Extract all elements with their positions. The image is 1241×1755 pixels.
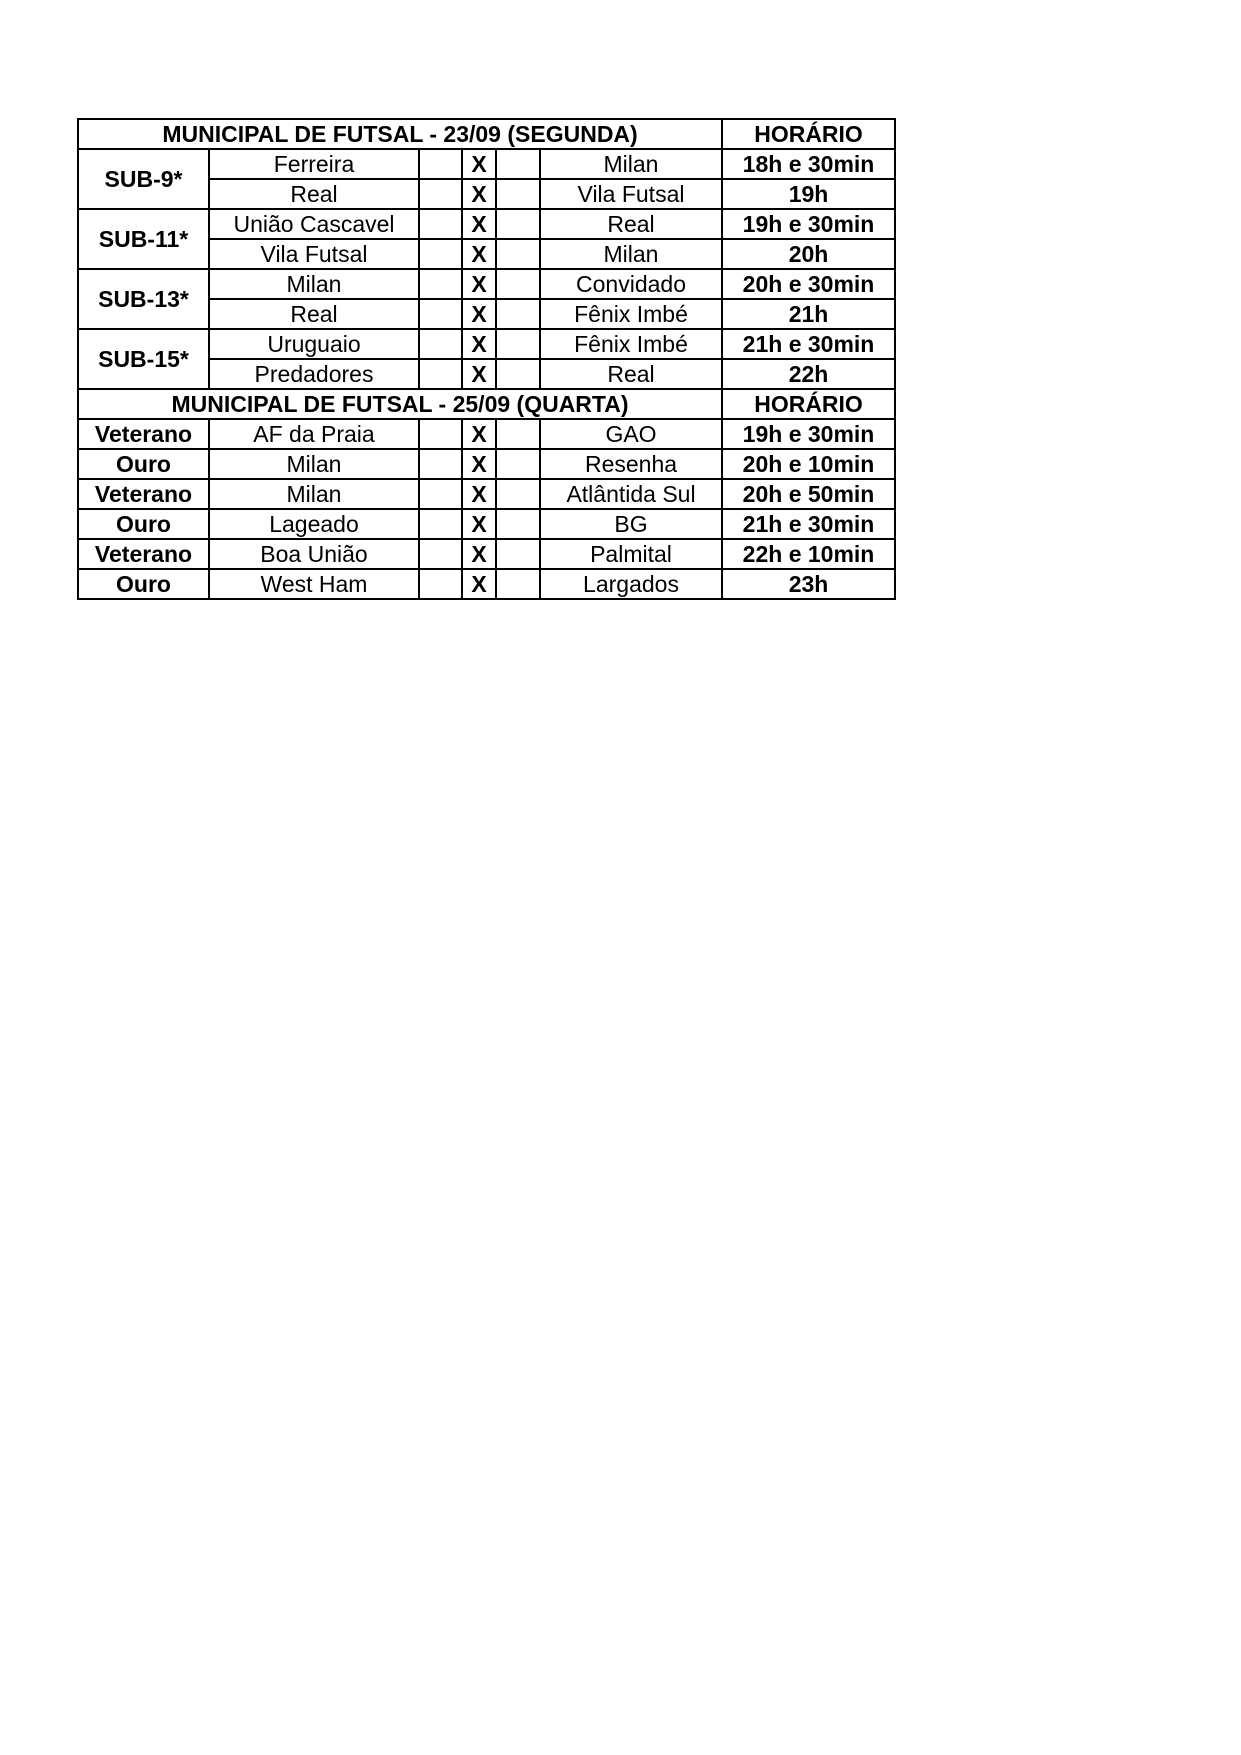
versus-cell: X — [462, 479, 496, 509]
away-team-cell: GAO — [540, 419, 722, 449]
away-team-cell: Real — [540, 359, 722, 389]
time-cell: 20h — [722, 239, 895, 269]
table-row — [78, 419, 895, 449]
time-cell: 22h e 10min — [722, 539, 895, 569]
time-cell: 19h e 30min — [722, 209, 895, 239]
away-score-cell — [496, 479, 540, 509]
table-row — [78, 509, 895, 539]
time-cell: 20h e 10min — [722, 449, 895, 479]
time-cell: 22h — [722, 359, 895, 389]
away-score-cell — [496, 209, 540, 239]
away-team-cell: Fênix Imbé — [540, 329, 722, 359]
versus-cell: X — [462, 359, 496, 389]
table-row — [78, 569, 895, 599]
away-score-cell — [496, 359, 540, 389]
home-team-cell: AF da Praia — [209, 419, 419, 449]
table-row — [78, 329, 895, 359]
time-cell: 20h e 30min — [722, 269, 895, 299]
home-team-cell: Real — [209, 179, 419, 209]
versus-cell: X — [462, 329, 496, 359]
away-score-cell — [496, 269, 540, 299]
versus-cell: X — [462, 239, 496, 269]
home-score-cell — [419, 419, 462, 449]
versus-cell: X — [462, 149, 496, 179]
time-cell: 19h e 30min — [722, 419, 895, 449]
table-row — [78, 449, 895, 479]
versus-cell: X — [462, 449, 496, 479]
category-cell: Ouro — [78, 509, 209, 539]
category-cell: Ouro — [78, 569, 209, 599]
away-score-cell — [496, 329, 540, 359]
table-row — [78, 209, 895, 239]
schedule-table — [77, 118, 896, 600]
versus-cell: X — [462, 509, 496, 539]
away-score-cell — [496, 569, 540, 599]
home-score-cell — [419, 539, 462, 569]
home-team-cell: União Cascavel — [209, 209, 419, 239]
away-team-cell: Largados — [540, 569, 722, 599]
time-cell: 21h e 30min — [722, 509, 895, 539]
section-header-row — [78, 389, 895, 419]
time-cell: 18h e 30min — [722, 149, 895, 179]
category-cell: Veterano — [78, 419, 209, 449]
home-team-cell: Predadores — [209, 359, 419, 389]
home-team-cell: West Ham — [209, 569, 419, 599]
category-cell: Ouro — [78, 449, 209, 479]
home-score-cell — [419, 149, 462, 179]
category-cell: Veterano — [78, 539, 209, 569]
versus-cell: X — [462, 209, 496, 239]
home-team-cell: Boa União — [209, 539, 419, 569]
away-team-cell: Convidado — [540, 269, 722, 299]
away-team-cell: Milan — [540, 239, 722, 269]
home-team-cell: Ferreira — [209, 149, 419, 179]
home-score-cell — [419, 359, 462, 389]
time-header: HORÁRIO — [722, 389, 895, 419]
away-team-cell: Fênix Imbé — [540, 299, 722, 329]
table-row — [78, 539, 895, 569]
time-cell: 21h e 30min — [722, 329, 895, 359]
home-team-cell: Uruguaio — [209, 329, 419, 359]
home-team-cell: Milan — [209, 479, 419, 509]
home-score-cell — [419, 449, 462, 479]
home-score-cell — [419, 269, 462, 299]
away-team-cell: Vila Futsal — [540, 179, 722, 209]
versus-cell: X — [462, 569, 496, 599]
home-score-cell — [419, 209, 462, 239]
home-score-cell — [419, 509, 462, 539]
away-team-cell: Real — [540, 209, 722, 239]
away-score-cell — [496, 299, 540, 329]
away-score-cell — [496, 149, 540, 179]
versus-cell: X — [462, 179, 496, 209]
away-team-cell: Palmital — [540, 539, 722, 569]
home-score-cell — [419, 479, 462, 509]
home-score-cell — [419, 299, 462, 329]
home-team-cell: Milan — [209, 269, 419, 299]
table-row — [78, 269, 895, 299]
section-title: MUNICIPAL DE FUTSAL - 25/09 (QUARTA) — [78, 389, 722, 419]
table-row — [78, 479, 895, 509]
home-team-cell: Milan — [209, 449, 419, 479]
away-score-cell — [496, 179, 540, 209]
versus-cell: X — [462, 299, 496, 329]
away-score-cell — [496, 539, 540, 569]
time-cell: 21h — [722, 299, 895, 329]
section-title: MUNICIPAL DE FUTSAL - 23/09 (SEGUNDA) — [78, 119, 722, 149]
versus-cell: X — [462, 269, 496, 299]
away-score-cell — [496, 509, 540, 539]
away-team-cell: Resenha — [540, 449, 722, 479]
home-score-cell — [419, 179, 462, 209]
home-score-cell — [419, 569, 462, 599]
home-team-cell: Real — [209, 299, 419, 329]
home-score-cell — [419, 329, 462, 359]
versus-cell: X — [462, 539, 496, 569]
time-cell: 19h — [722, 179, 895, 209]
time-header: HORÁRIO — [722, 119, 895, 149]
away-team-cell: Atlântida Sul — [540, 479, 722, 509]
home-team-cell: Lageado — [209, 509, 419, 539]
home-team-cell: Vila Futsal — [209, 239, 419, 269]
category-cell: SUB-13* — [78, 269, 209, 329]
versus-cell: X — [462, 419, 496, 449]
category-cell: Veterano — [78, 479, 209, 509]
away-team-cell: BG — [540, 509, 722, 539]
table-row — [78, 149, 895, 179]
time-cell: 20h e 50min — [722, 479, 895, 509]
section-header-row — [78, 119, 895, 149]
category-cell: SUB-9* — [78, 149, 209, 209]
schedule-body — [78, 119, 895, 599]
away-score-cell — [496, 419, 540, 449]
home-score-cell — [419, 239, 462, 269]
away-score-cell — [496, 239, 540, 269]
time-cell: 23h — [722, 569, 895, 599]
away-score-cell — [496, 449, 540, 479]
away-team-cell: Milan — [540, 149, 722, 179]
category-cell: SUB-11* — [78, 209, 209, 269]
category-cell: SUB-15* — [78, 329, 209, 389]
